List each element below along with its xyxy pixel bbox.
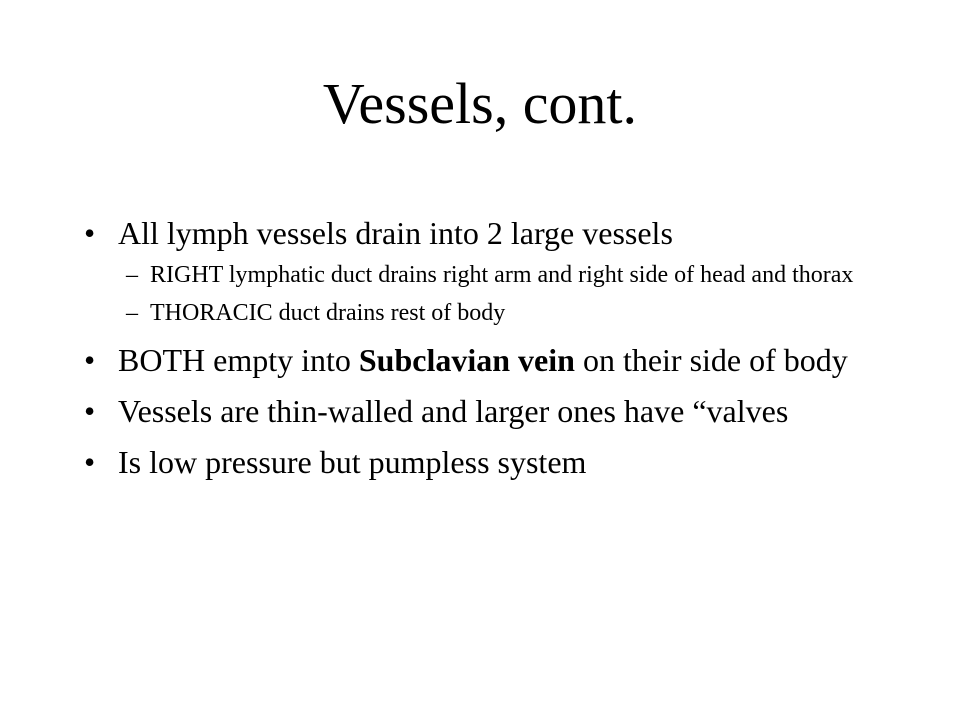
dash-icon: – bbox=[126, 262, 138, 288]
sub-bullet-item bbox=[126, 300, 874, 326]
bullet-text: All lymph vessels drain into 2 large vessels bbox=[118, 215, 673, 251]
bullet-text-before: BOTH empty into bbox=[118, 342, 359, 378]
sub-bullet-text: RIGHT lymphatic duct drains right arm and right side of head and thorax bbox=[150, 262, 854, 288]
slide-title: Vessels, cont. bbox=[322, 71, 638, 136]
bullet-item bbox=[84, 215, 874, 251]
bullet-text-bold: Subclavian vein bbox=[358, 342, 575, 378]
bullet-icon: • bbox=[84, 393, 96, 429]
sub-bullet-text: THORACIC duct drains rest of body bbox=[150, 300, 506, 326]
bullet-icon: • bbox=[84, 444, 96, 480]
sub-bullet-item bbox=[126, 262, 874, 288]
slide-body bbox=[84, 215, 874, 495]
bullet-icon: • bbox=[84, 342, 96, 378]
bullet-text: Vessels are thin-walled and larger ones have “valves bbox=[118, 393, 789, 429]
bullet-icon: • bbox=[84, 215, 96, 251]
bullet-item bbox=[84, 444, 874, 480]
bullet-text: Is low pressure but pumpless system bbox=[118, 444, 587, 480]
bullet-item bbox=[84, 393, 874, 429]
bullet-item bbox=[84, 342, 874, 378]
sub-bullet-list bbox=[84, 262, 874, 326]
bullet-text-after: on their side of body bbox=[574, 342, 848, 378]
dash-icon: – bbox=[126, 300, 138, 326]
